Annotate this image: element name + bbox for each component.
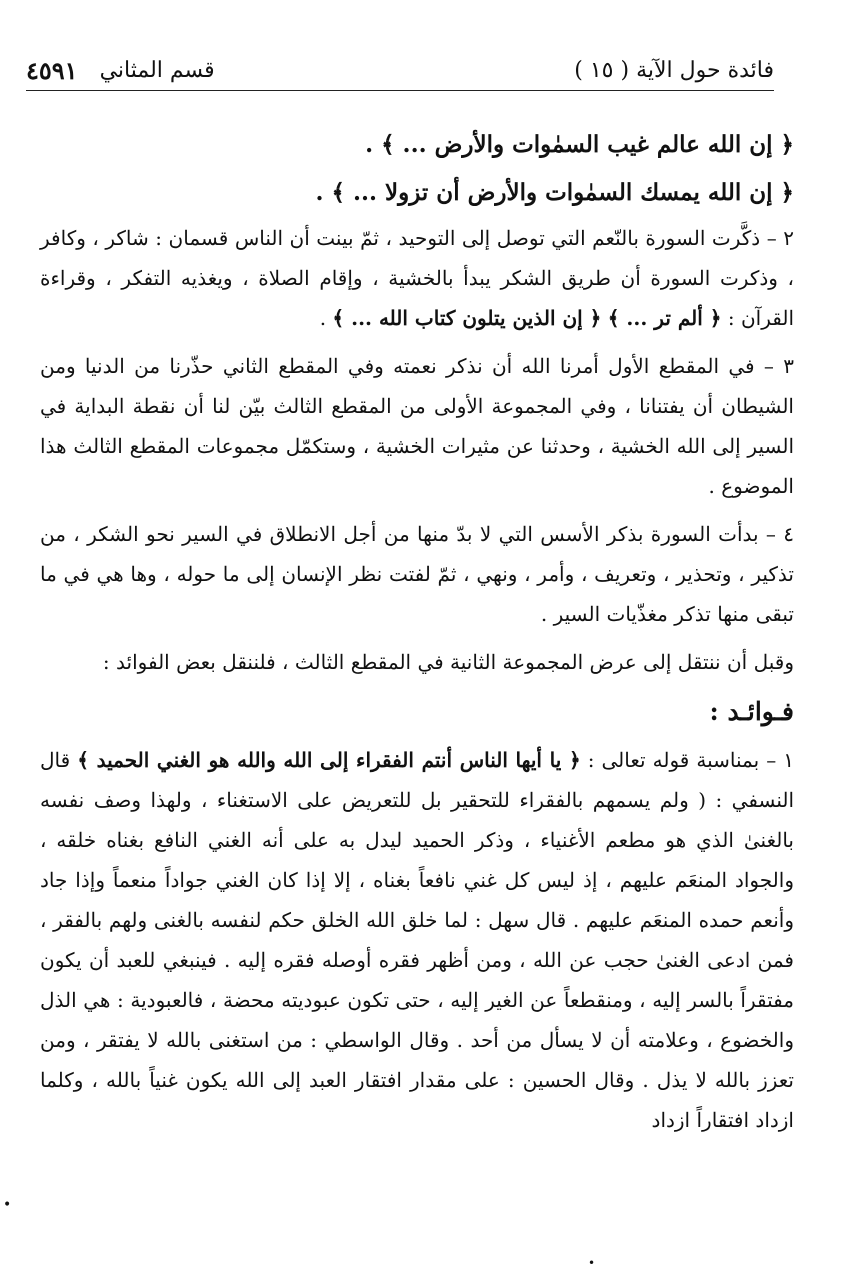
- point-2-quote-1: ﴿ ألم تر ... ﴾: [607, 306, 722, 330]
- margin-mark: •: [3, 1197, 12, 1213]
- bottom-dot: •: [588, 1256, 596, 1270]
- benefit-1-body: قال النسفي : ( ولم يسمهم بالفقراء للتحقير بل للتعريض على الاستغناء ، ولهذا وصف نفسه بالغنىٰ الذي هو مطعم الأغنياء ، وذكر الحميد ليدل به على أنه الغني النافع بغناه خلقه ، والجواد المنعَم عليهم ، إذ ليس كل غني نافعاً بغناه ، إلا إذا كان الغني جواداً منعماً وإذا جاد وأنعم حمده المنعَم عليهم . قال سهل : لما خلق الله الخلق حكم لنفسه بالغنى ولهم بالفقر ، فمن ادعى الغنىٰ حجب عن الله ، ومن أظهر فقره أوصله فقره إليه . فينبغي للعبد أن يكون مفتقراً بالسر إليه ، ومنقطعاً عن الغير إليه ، حتى تكون عبوديته محضة ، فالعبودية : هي الذل والخضوع ، وعلامته أن لا يسأل من أحد . وقال الواسطي : من استغنى بالله لا يفتقر ، ومن تعزز بالله لا يذل . وقال الحسين : على مقدار افتقار العبد إلى الله يكون غنياً بالله ، وكلما ازداد افتقاراً ازداد: [40, 748, 795, 1132]
- section-name: قسم المثاني: [99, 57, 215, 83]
- page-body: [40, 122, 794, 1148]
- point-2-quote-2: ﴿ إن الذين يتلون كتاب الله ... ﴾: [332, 306, 602, 330]
- point-2-end: .: [319, 306, 333, 330]
- point-2-text: ٢ – ذكَّرت السورة بالنّعم التي توصل إلى التوحيد ، ثمّ بينت أن الناس قسمان : شاكر ، وكافر ، وذكرت السورة أن طريق الشكر يبدأ بالخشية ، وإقام الصلاة ، ويغذيه التفكر ، وقراءة القرآن :: [40, 226, 795, 330]
- verse-line-2: ﴿ إن الله يمسك السمٰوات والأرض أن تزولا ... ﴾ .: [315, 179, 794, 206]
- page-number: ٤٥٩١: [26, 55, 78, 85]
- verse-line-1: ﴿ إن الله عالم غيب السمٰوات والأرض ... ﴾ .: [365, 131, 794, 158]
- transition-text: وقبل أن ننتقل إلى عرض المجموعة الثانية في المقطع الثالث ، فلننقل بعض الفوائد :: [102, 650, 794, 674]
- benefits-heading: فـوائـد :: [709, 697, 794, 726]
- benefit-1-intro: ١ – بمناسبة قوله تعالى :: [580, 748, 795, 772]
- page-header: [26, 50, 774, 91]
- point-4: ٤ – بدأت السورة بذكر الأسس التي لا بدّ منها من أجل الانطلاق في السير نحو الشكر ، من تذكير ، وتحذير ، وتعريف ، وأمر ، ونهي ، ثمّ لفتت نظر الإنسان إلى ما حوله ، وها هي في ما تبقى منها تذكر مغذّيات السير .: [40, 522, 794, 626]
- benefit-1-verse: ﴿ يا أيها الناس أنتم الفقراء إلى الله والله هو الغني الحميد ﴾: [77, 748, 581, 772]
- point-3: ٣ – في المقطع الأول أمرنا الله أن نذكر نعمته وفي المقطع الثاني حذّرنا من الدنيا ومن الشيطان أن يفتنانا ، وفي المجموعة الأولى من المقطع الثالث بيّن لنا أن نقطة البداية في السير إلى الله الخشية ، وحدثنا عن مثيرات الخشية ، وستكمّل مجموعات المقطع الثالث هذا الموضوع .: [40, 354, 794, 498]
- benefit-1: [40, 740, 794, 1140]
- running-title: فائدة حول الآية ( ١٥ ): [574, 57, 774, 83]
- page-meta: [26, 56, 215, 85]
- point-2: [40, 218, 794, 338]
